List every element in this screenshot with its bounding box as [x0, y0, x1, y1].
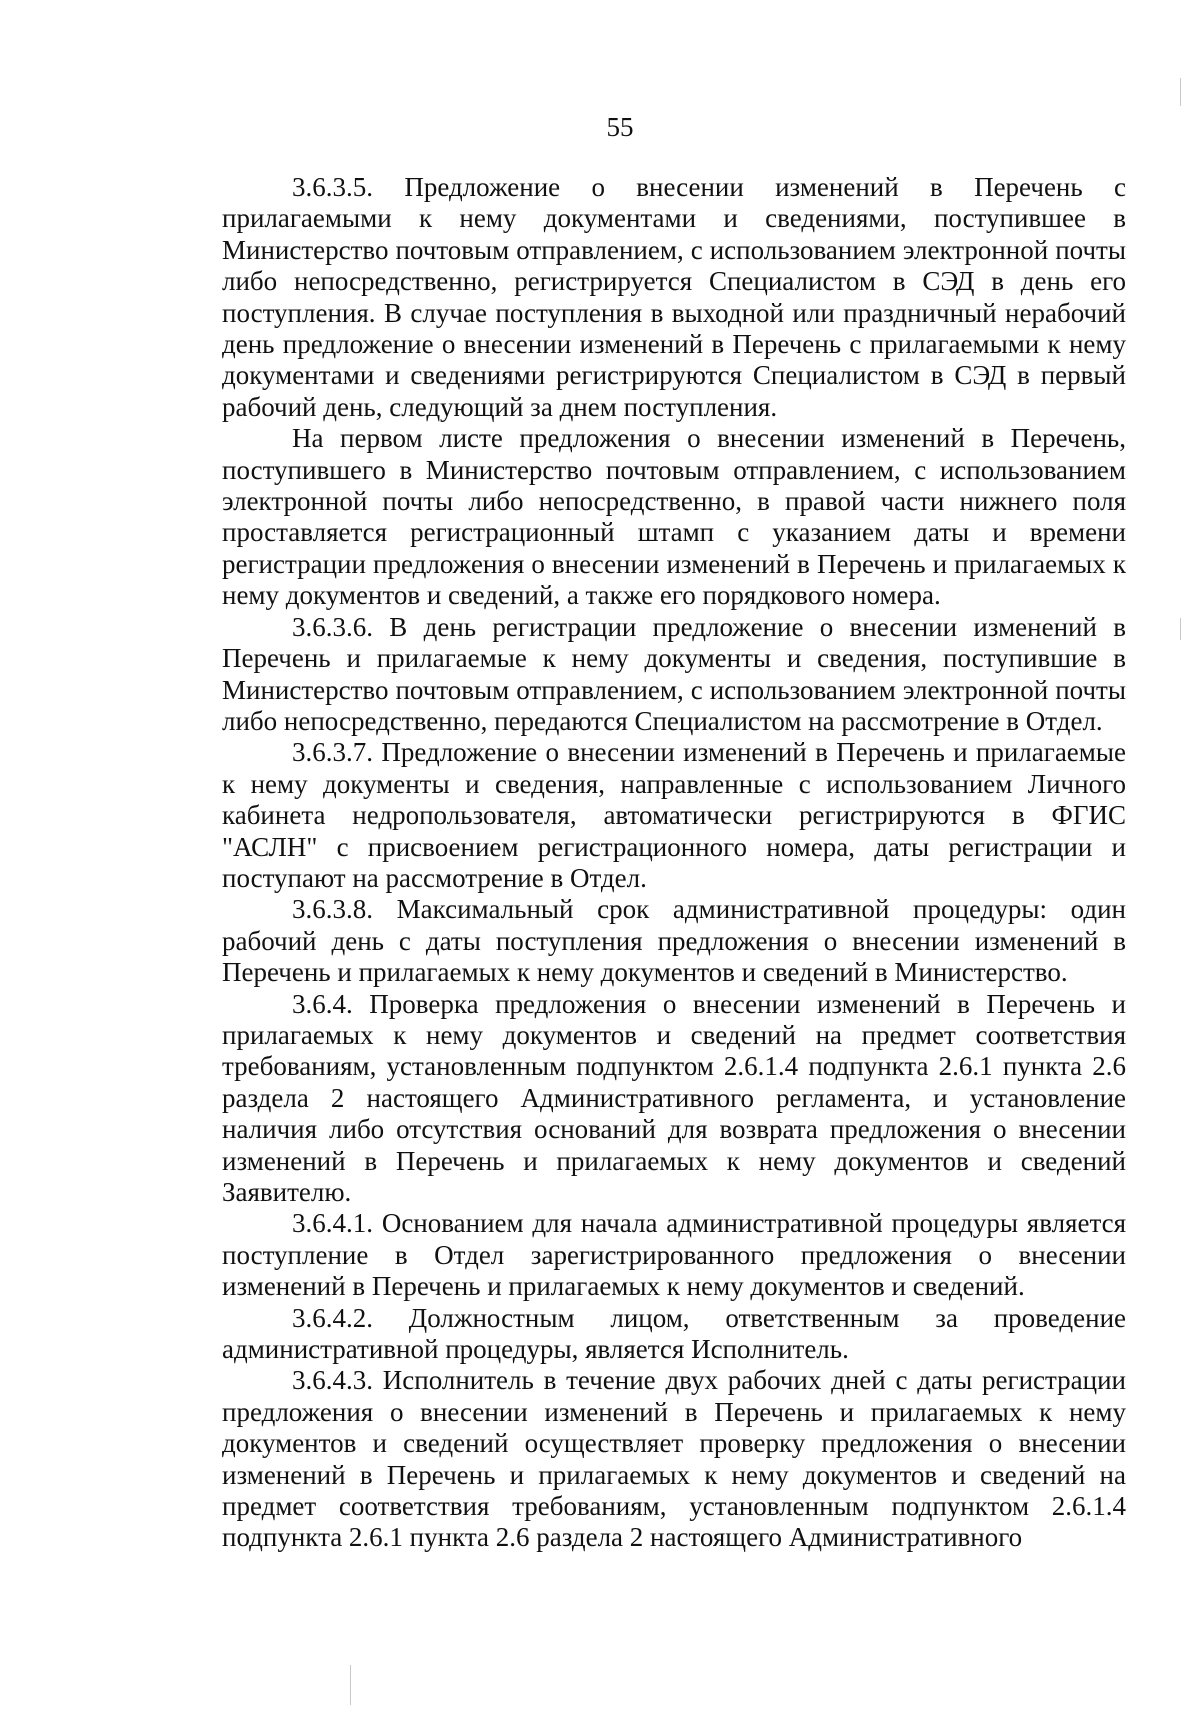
- page-number: 55: [606, 112, 634, 142]
- paragraph-3-6-4-3: 3.6.4.3. Исполнитель в течение двух рабочих дней с даты регистрации предложения о внесении изменений в Перечень и прилагаемых к нему документов и сведений осуществляет проверку предложения о внесении изменений в Перечень и прилагаемых к нему документов и сведений на предмет соответствия требованиям, установленным подпунктом 2.6.1.4 подпункта 2.6.1 пункта 2.6 раздела 2 настоящего Административного: [222, 1365, 1126, 1553]
- paragraph-3-6-3-7: 3.6.3.7. Предложение о внесении изменений в Перечень и прилагаемые к нему документы и сведения, направленные с использованием Личного кабинета недропользователя, автоматически регистрируются в ФГИС "АСЛН" с присвоением регистрационного номера, даты регистрации и поступают на рассмотрение в Отдел.: [222, 737, 1126, 893]
- paragraph-3-6-4-2: 3.6.4.2. Должностным лицом, ответственным за проведение административной процедуры, является Исполнитель.: [222, 1302, 1126, 1365]
- paragraph-3-6-3-6: 3.6.3.6. В день регистрации предложение о внесении изменений в Перечень и прилагаемые к нему документы и сведения, поступившие в Министерство почтовым отправлением, с использованием электронной почты либо непосредственно, передаются Специалистом на рассмотрение в Отдел.: [222, 611, 1126, 736]
- scan-artifact-mark: [350, 1665, 351, 1705]
- scan-artifact-mark: [1180, 78, 1181, 106]
- paragraph-3-6-3-8: 3.6.3.8. Максимальный срок административной процедуры: один рабочий день с даты поступления предложения о внесении изменений в Перечень и прилагаемых к нему документов и сведений в Министерство.: [222, 894, 1126, 988]
- paragraph-registration-stamp: На первом листе предложения о внесении изменений в Перечень, поступившего в Министерство почтовым отправлением, с использованием электронной почты либо непосредственно, в правой части нижнего поля проставляется регистрационный штамп с указанием даты и времени регистрации предложения о внесении изменений в Перечень и прилагаемых к нему документов и сведений, а также его порядкового номера.: [222, 423, 1126, 611]
- document-body: [222, 172, 1126, 1554]
- paragraph-3-6-3-5: 3.6.3.5. Предложение о внесении изменений в Перечень с прилагаемыми к нему документами и сведениями, поступившее в Министерство почтовым отправлением, с использованием электронной почты либо непосредственно, регистрируется Специалистом в СЭД в день его поступления. В случае поступления в выходной или праздничный нерабочий день предложение о внесении изменений в Перечень с прилагаемыми к нему документами и сведениями регистрируются Специалистом в СЭД в первый рабочий день, следующий за днем поступления.: [222, 172, 1126, 422]
- paragraph-3-6-4-1: 3.6.4.1. Основанием для начала административной процедуры является поступление в Отдел зарегистрированного предложения о внесении изменений в Перечень и прилагаемых к нему документов и сведений.: [222, 1208, 1126, 1302]
- paragraph-3-6-4: 3.6.4. Проверка предложения о внесении изменений в Перечень и прилагаемых к нему документов и сведений на предмет соответствия требованиям, установленным подпунктом 2.6.1.4 подпункта 2.6.1 пункта 2.6 раздела 2 настоящего Административного регламента, и установление наличия либо отсутствия оснований для возврата предложения о внесении изменений в Перечень и прилагаемых к нему документов и сведений Заявителю.: [222, 988, 1126, 1207]
- scan-artifact-mark: [1180, 618, 1181, 640]
